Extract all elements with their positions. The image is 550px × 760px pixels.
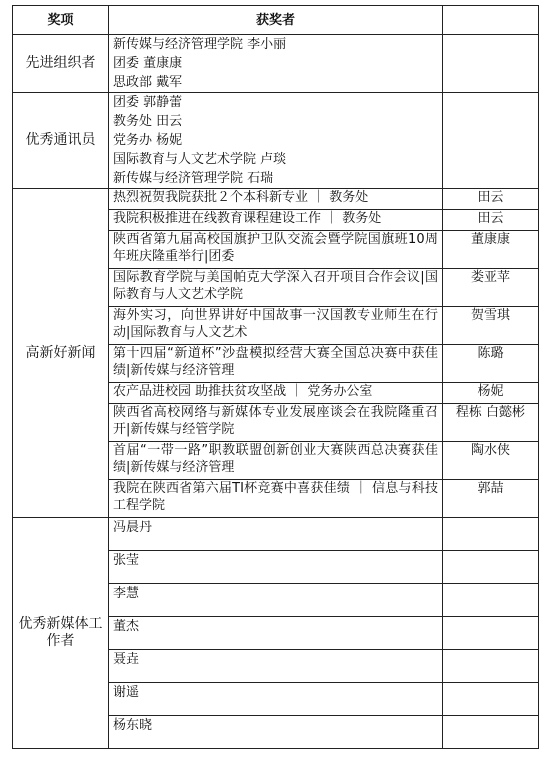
news-author: 程栋 白懿彬 (443, 404, 539, 442)
media-name: 张莹 (109, 551, 443, 584)
category-organizers: 先进组织者 (13, 35, 109, 93)
news-title: 热烈祝贺我院获批２个本科新专业 ｜ 教务处 (109, 189, 443, 210)
correspondents-names (109, 93, 443, 189)
news-title: 我院积极推进在线教育课程建设工作 ｜ 教务处 (109, 210, 443, 231)
news-title: 首届“一带一路”职教联盟创新创业大赛陕西总决赛获佳绩|新传媒与经济管理 (109, 442, 443, 480)
category-correspondents: 优秀通讯员 (13, 93, 109, 189)
news-author: 郭喆 (443, 480, 539, 518)
empty-cell (443, 518, 539, 551)
organizer-name: 新传媒与经济管理学院 李小丽 (113, 37, 287, 52)
organizer-name: 团委 董康康 (113, 56, 183, 71)
empty-cell (443, 716, 539, 749)
news-author: 杨妮 (443, 383, 539, 404)
news-title: 农产品进校园 助推扶贫攻坚战 ｜ 党务办公室 (109, 383, 443, 404)
news-author: 娄亚苹 (443, 269, 539, 307)
news-author: 贺雪琪 (443, 307, 539, 345)
news-author: 陶水侠 (443, 442, 539, 480)
news-author: 田云 (443, 189, 539, 210)
empty-cell (443, 93, 539, 189)
news-author: 陈璐 (443, 345, 539, 383)
media-name: 董杰 (109, 617, 443, 650)
news-author: 田云 (443, 210, 539, 231)
organizer-name: 思政部 戴军 (113, 75, 183, 90)
news-title: 陕西省第九届高校国旗护卫队交流会暨学院国旗班10周年班庆隆重举行|团委 (109, 231, 443, 269)
awards-table (12, 5, 539, 749)
empty-cell (443, 35, 539, 93)
empty-cell (443, 617, 539, 650)
correspondent-name: 新传媒与经济管理学院 石瑞 (113, 171, 274, 186)
news-title: 海外实习，向世界讲好中国故事一汉国教专业师生在行动|国际教育与人文艺术 (109, 307, 443, 345)
news-row (13, 189, 539, 210)
news-title: 陕西省高校网络与新媒体专业发展座谈会在我院隆重召开|新传媒与经管学院 (109, 404, 443, 442)
empty-cell (443, 650, 539, 683)
news-title: 第十四届“新道杯”沙盘模拟经营大赛全国总决赛中获佳绩|新传媒与经济管理 (109, 345, 443, 383)
category-news: 高新好新闻 (13, 189, 109, 518)
empty-cell (443, 683, 539, 716)
media-name: 聂垚 (109, 650, 443, 683)
correspondent-name: 教务处 田云 (113, 114, 183, 129)
organizers-names (109, 35, 443, 93)
media-name: 杨东晓 (109, 716, 443, 749)
empty-cell (443, 551, 539, 584)
empty-cell (443, 584, 539, 617)
correspondent-name: 国际教育与人文艺术学院 卢琰 (113, 152, 287, 167)
row-organizers (13, 35, 539, 93)
header-award: 奖项 (13, 6, 109, 35)
correspondent-name: 团委 郭静蕾 (113, 95, 183, 110)
header-winner: 获奖者 (109, 6, 443, 35)
media-row (13, 518, 539, 551)
media-name: 谢遥 (109, 683, 443, 716)
header-row (13, 6, 539, 35)
category-media: 优秀新媒体工作者 (13, 518, 109, 749)
media-name: 李慧 (109, 584, 443, 617)
correspondent-name: 党务办 杨妮 (113, 133, 183, 148)
news-author: 董康康 (443, 231, 539, 269)
news-title: 我院在陕西省第六届TI杯竞赛中喜获佳绩 ｜ 信息与科技工程学院 (109, 480, 443, 518)
media-name: 冯晨丹 (109, 518, 443, 551)
header-extra (443, 6, 539, 35)
news-title: 国际教育学院与美国帕克大学深入召开项目合作会议|国际教育与人文艺术学院 (109, 269, 443, 307)
row-correspondents (13, 93, 539, 189)
